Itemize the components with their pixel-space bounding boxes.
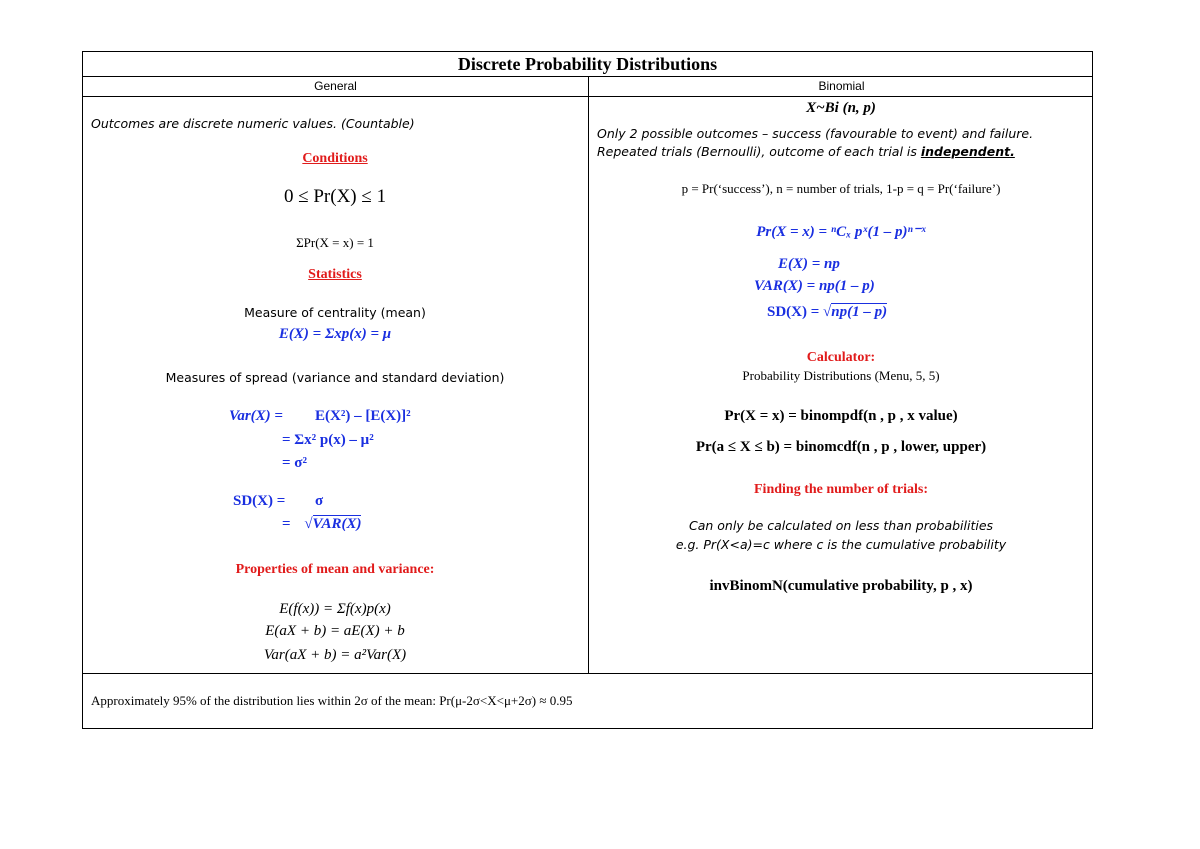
condition-probability-range: 0 ≤ Pr(X) ≤ 1 — [283, 186, 387, 207]
binompdf-formula: Pr(X = x) = binompdf(n , p , x value) — [724, 408, 958, 424]
variance-lhs: Var(X) = — [229, 408, 283, 424]
binomial-desc-outcomes: Only 2 possible outcomes – success (favourable to event) and failure. — [597, 126, 1034, 141]
binomial-desc-trials-text: Repeated trials (Bernoulli), outcome of each trial is — [597, 144, 921, 159]
footer-row — [83, 673, 1092, 730]
property-expectation-linear: E(aX + b) = aE(X) + b — [265, 623, 405, 639]
sd-lhs: SD(X) = — [233, 493, 286, 509]
calculator-heading: Calculator: — [806, 350, 876, 365]
binomial-notation: X~Bi (n, p) — [806, 100, 876, 116]
inv-binom-formula: invBinomN(cumulative probability, p , x) — [709, 578, 973, 594]
binomial-sd-lhs: SD(X) = — [767, 304, 820, 320]
table-title: Discrete Probability Distributions — [83, 52, 1092, 77]
column-divider — [588, 76, 589, 674]
statistics-heading: Statistics — [308, 267, 362, 282]
sd-line-2-equals: = — [282, 516, 291, 532]
binomial-desc-trials — [597, 144, 1015, 159]
trials-note-less-than: Can only be calculated on less than probabilities — [688, 518, 994, 533]
property-variance-linear: Var(aX + b) = a²Var(X) — [263, 647, 407, 663]
binomial-expectation: E(X) = np — [778, 256, 840, 272]
column-header-binomial: Binomial — [818, 79, 865, 93]
binomial-sd: SD(X) = √np(1 – p) — [767, 304, 888, 320]
summary-table — [82, 51, 1093, 729]
sd-line-2: = √VAR(X) — [282, 516, 362, 532]
binomial-variance: VAR(X) = np(1 – p) — [754, 278, 875, 294]
general-intro: Outcomes are discrete numeric values. (Countable) — [91, 116, 415, 131]
calculator-menu: Probability Distributions (Menu, 5, 5) — [742, 368, 940, 383]
binomial-desc-independent: independent. — [920, 144, 1015, 159]
footer-note: Approximately 95% of the distribution lies within 2σ of the mean: Pr(μ-2σ<X<μ+2σ) ≈ 0.95 — [91, 693, 573, 708]
column-header-general: General — [314, 79, 357, 93]
sd-line-1: σ — [315, 493, 324, 509]
variance-line-2: = Σx² p(x) – μ² — [282, 432, 374, 448]
property-expectation-function: E(f(x)) = Σf(x)p(x) — [279, 601, 391, 617]
binomcdf-formula: Pr(a ≤ X ≤ b) = binomcdf(n , p , lower, upper) — [695, 439, 987, 455]
variance-line-1: E(X²) – [E(X)]² — [315, 408, 411, 424]
binomial-sd-root: np(1 – p) — [831, 304, 888, 320]
condition-sum-to-one: ΣPr(X = x) = 1 — [296, 235, 374, 250]
sd-line-2-root: VAR(X) — [312, 516, 362, 532]
binomial-params: p = Pr(‘success’), n = number of trials, 1-p = q = Pr(‘failure’) — [681, 181, 1001, 196]
mean-formula: E(X) = Σxp(x) = μ — [278, 326, 392, 342]
centrality-label: Measure of centrality (mean) — [244, 305, 426, 320]
trials-note-example: e.g. Pr(X<a)=c where c is the cumulative probability — [675, 537, 1007, 552]
conditions-heading: Conditions — [302, 151, 368, 166]
variance-line-3: = σ² — [282, 455, 307, 471]
binomial-pmf: Pr(X = x) = ⁿCₓ pˣ(1 – p)ⁿ⁻ˣ — [756, 224, 926, 240]
spread-label: Measures of spread (variance and standard deviation) — [165, 370, 505, 385]
trials-heading: Finding the number of trials: — [754, 482, 928, 497]
properties-heading: Properties of mean and variance: — [235, 562, 435, 577]
